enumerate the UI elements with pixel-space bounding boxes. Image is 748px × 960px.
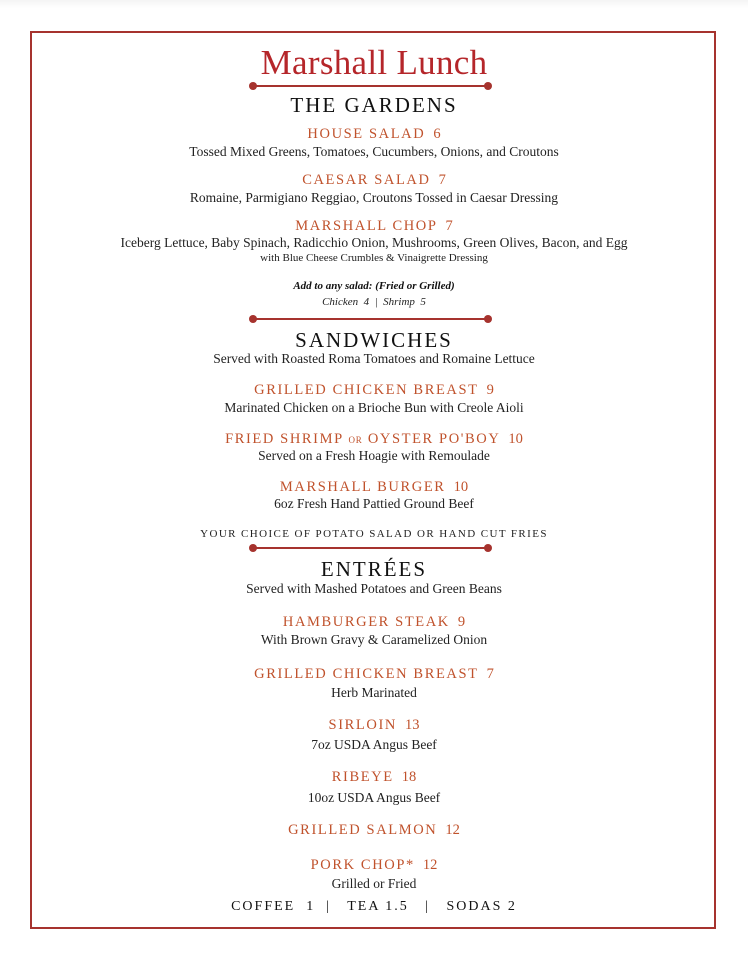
menu-item-grilled-salmon [0, 822, 748, 839]
menu-item-hamburger-steak [0, 614, 748, 631]
item-description: 10oz USDA Angus Beef [307, 790, 441, 805]
title-divider [253, 85, 488, 87]
item-description: 6oz Fresh Hand Pattied Ground Beef [274, 496, 474, 511]
item-name: GRILLED CHICKEN BREAST [254, 382, 479, 398]
addon-options: Chicken 4 | Shrimp 5 [322, 296, 426, 308]
section-heading-gardens: THE GARDENS [290, 93, 458, 117]
menu-title: Marshall Lunch [260, 43, 488, 82]
item-price: 12 [422, 857, 438, 873]
item-name: PORK CHOP* [310, 857, 415, 873]
section-subtitle: Served with Mashed Potatoes and Green Beans [246, 581, 502, 596]
item-name-or: OR [348, 435, 363, 445]
item-name: MARSHALL BURGER [279, 479, 446, 495]
menu-item-grilled-chicken-entree [0, 666, 748, 683]
item-price: 7 [438, 172, 446, 188]
item-name: FRIED SHRIMP [225, 431, 344, 447]
item-name: GRILLED CHICKEN BREAST [254, 666, 479, 682]
item-name-b: OYSTER PO'BOY [367, 431, 501, 447]
item-name: SIRLOIN [328, 717, 397, 733]
section-heading-entrees: ENTRÉES [320, 557, 428, 581]
item-name: HAMBURGER STEAK [282, 614, 450, 630]
item-price: 9 [457, 614, 466, 630]
item-description: Grilled or Fried [331, 876, 417, 891]
menu-item-poboy [0, 431, 748, 448]
drinks-line: COFFEE 1 | TEA 1.5 | SODAS 2 [231, 899, 517, 914]
side-choice-note: YOUR CHOICE OF POTATO SALAD OR HAND CUT FRIES [200, 528, 548, 540]
item-name: HOUSE SALAD [307, 126, 426, 142]
menu-item-house-salad [0, 126, 748, 143]
item-price: 12 [445, 822, 460, 838]
menu-item-ribeye [0, 769, 748, 786]
item-description: 7oz USDA Angus Beef [311, 737, 437, 752]
menu-item-grilled-chicken-sandwich [0, 382, 748, 399]
item-price: 13 [404, 717, 420, 733]
item-description-line-2: with Blue Cheese Crumbles & Vinaigrette Dressing [260, 252, 488, 264]
menu-item-pork-chop [0, 857, 748, 874]
item-description: Romaine, Parmigiano Reggiao, Croutons Tossed in Caesar Dressing [189, 190, 559, 205]
section-heading-sandwiches: SANDWICHES [295, 328, 453, 352]
item-name: CAESAR SALAD [302, 172, 431, 188]
item-price: 7 [486, 666, 494, 682]
item-price: 7 [445, 218, 453, 234]
item-description: Tossed Mixed Greens, Tomatoes, Cucumbers, Onions, and Croutons [189, 144, 559, 159]
item-price: 10 [508, 431, 523, 447]
item-description: With Brown Gravy & Caramelized Onion [260, 632, 488, 647]
addon-title: Add to any salad: (Fried or Grilled) [293, 280, 455, 292]
item-name: MARSHALL CHOP [295, 218, 438, 234]
item-description: Herb Marinated [331, 685, 417, 700]
sandwiches-divider [253, 547, 488, 549]
item-price: 18 [401, 769, 417, 785]
menu-item-marshall-burger [0, 479, 748, 496]
section-subtitle: Served with Roasted Roma Tomatoes and Romaine Lettuce [213, 351, 535, 366]
item-description: Iceberg Lettuce, Baby Spinach, Radicchio Onion, Mushrooms, Green Olives, Bacon, and Egg [120, 235, 628, 250]
gardens-divider [253, 318, 488, 320]
item-price: 10 [453, 479, 469, 495]
item-name: GRILLED SALMON [288, 822, 438, 838]
menu-item-marshall-chop [0, 218, 748, 235]
item-name: RIBEYE [331, 769, 394, 785]
menu-item-caesar-salad [0, 172, 748, 189]
item-price: 9 [486, 382, 494, 398]
item-description: Marinated Chicken on a Brioche Bun with Creole Aioli [224, 400, 524, 415]
menu-item-sirloin [0, 717, 748, 734]
item-price: 6 [433, 126, 441, 142]
item-description: Served on a Fresh Hoagie with Remoulade [258, 448, 490, 463]
